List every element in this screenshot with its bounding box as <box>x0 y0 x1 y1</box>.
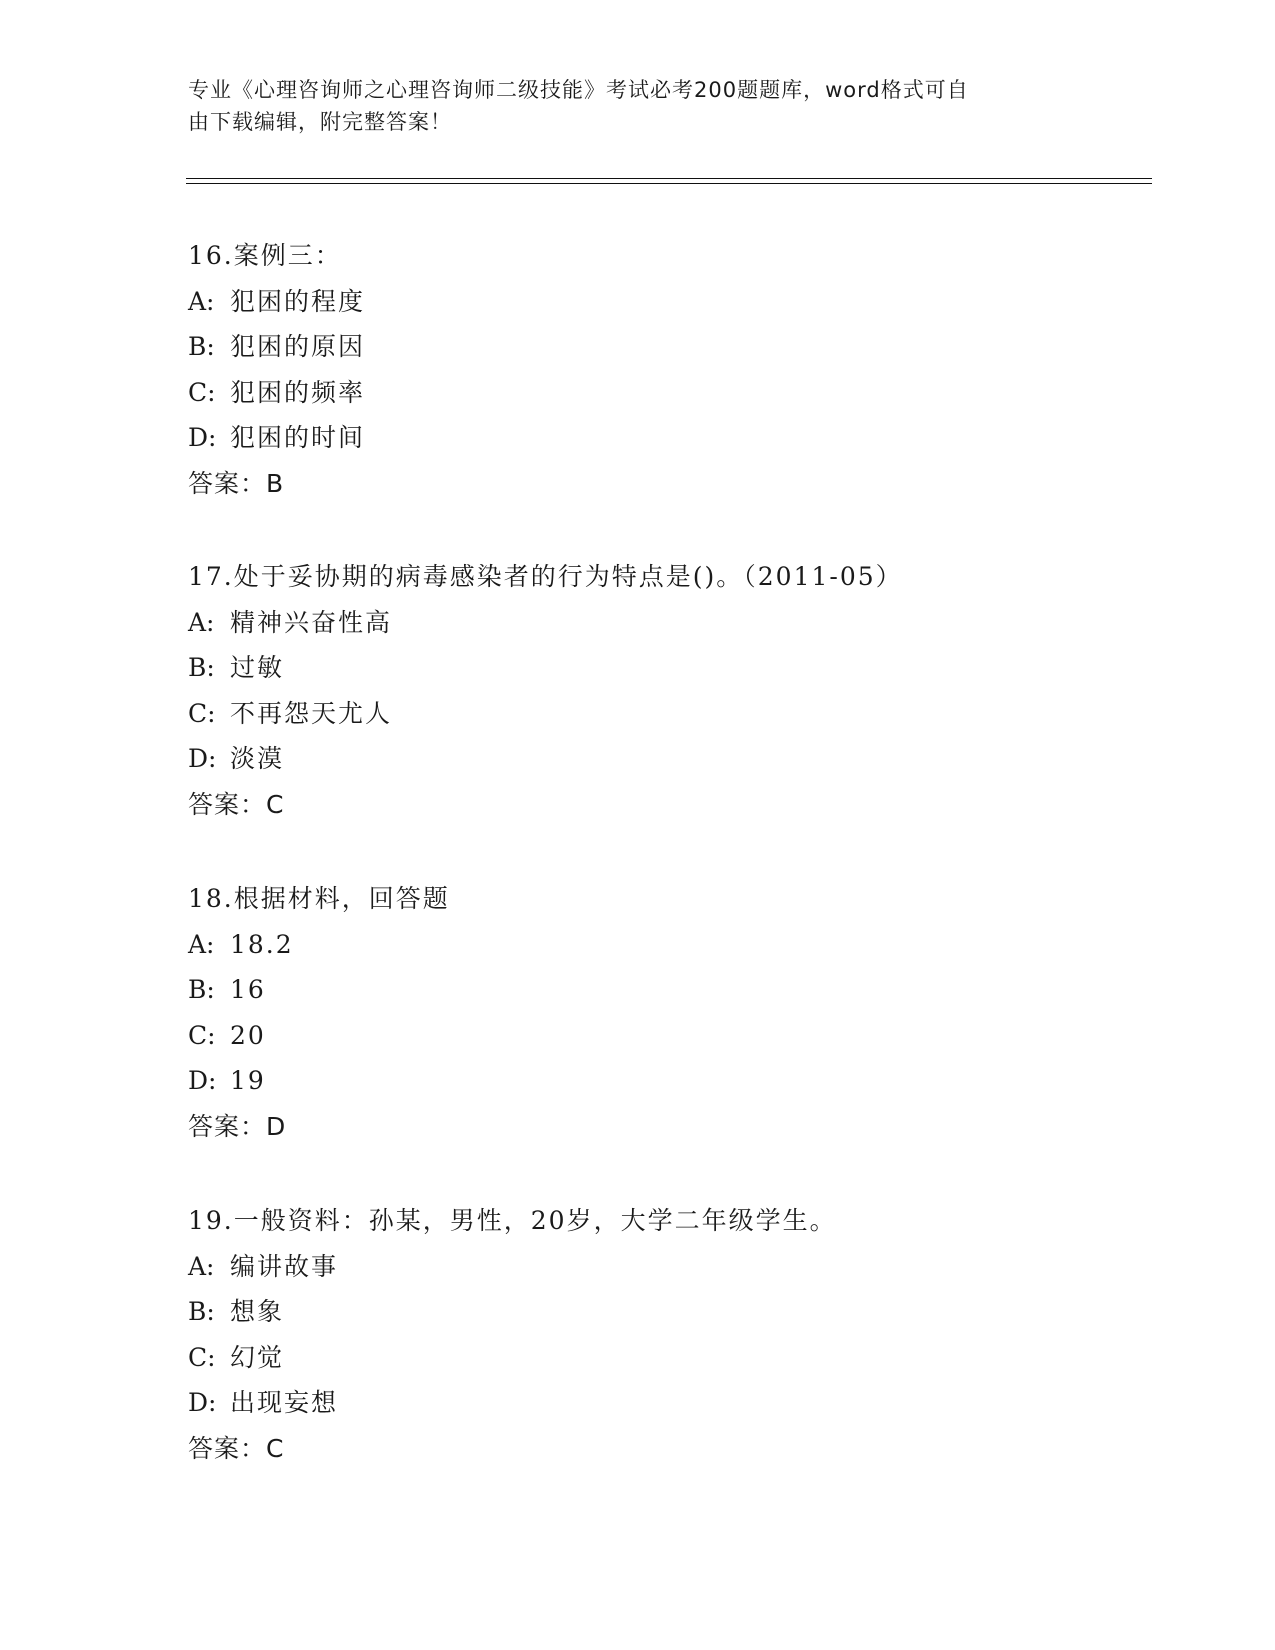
option-b <box>188 645 1188 691</box>
question-stem: 19.一般资料：孙某，男性，20岁，大学二年级学生。 <box>188 1206 837 1235</box>
option-text: 想象 <box>230 1297 285 1327</box>
option-key: D: <box>188 1066 217 1096</box>
option-key: B: <box>188 1297 215 1327</box>
option-text: 16 <box>230 975 266 1005</box>
option-text: 18.2 <box>230 929 294 959</box>
option-key: A: <box>188 1251 215 1281</box>
option-text: 幻觉 <box>230 1342 285 1372</box>
option-key: C: <box>188 1342 216 1372</box>
option-key: C: <box>188 377 216 407</box>
option-d <box>188 415 1188 461</box>
option-d <box>188 1380 1188 1426</box>
option-text: 犯困的原因 <box>230 332 366 362</box>
option-key: C: <box>188 698 216 728</box>
option-key: D: <box>188 1388 217 1418</box>
question-stem: 16.案例三： <box>188 241 342 270</box>
option-b <box>188 1289 1188 1335</box>
question-stem: 17.处于妥协期的病毒感染者的行为特点是()。（2011-05） <box>188 562 903 591</box>
document-header <box>188 74 1068 138</box>
answer-line: 答案：C <box>188 1433 285 1463</box>
question-16 <box>188 233 1188 507</box>
header-line-2: 由下载编辑，附完整答案！ <box>188 110 452 134</box>
question-18 <box>188 876 1188 1150</box>
option-a <box>188 279 1188 325</box>
answer-line: 答案：D <box>188 1111 287 1141</box>
option-key: B: <box>188 332 215 362</box>
question-stem: 18.根据材料，回答题 <box>188 884 450 913</box>
option-b <box>188 324 1188 370</box>
option-text: 淡漠 <box>230 744 285 774</box>
question-17 <box>188 554 1188 828</box>
option-a <box>188 600 1188 646</box>
option-b <box>188 967 1188 1013</box>
question-19 <box>188 1198 1188 1472</box>
option-text: 不再怨天尤人 <box>230 698 393 728</box>
option-key: B: <box>188 975 215 1005</box>
option-text: 犯困的程度 <box>230 286 366 316</box>
option-c <box>188 1335 1188 1381</box>
option-text: 犯困的时间 <box>230 423 366 453</box>
option-key: B: <box>188 653 215 683</box>
header-divider-top <box>186 178 1152 179</box>
header-line-1: 专业《心理咨询师之心理咨询师二级技能》考试必考200题题库，word格式可自 <box>188 78 969 102</box>
option-key: D: <box>188 744 217 774</box>
option-d <box>188 736 1188 782</box>
answer-line: 答案：B <box>188 468 285 498</box>
option-a <box>188 1244 1188 1290</box>
option-a <box>188 922 1188 968</box>
option-text: 20 <box>230 1020 266 1050</box>
option-text: 过敏 <box>230 653 285 683</box>
option-c <box>188 691 1188 737</box>
option-key: A: <box>188 286 215 316</box>
option-key: A: <box>188 607 215 637</box>
option-c <box>188 1013 1188 1059</box>
header-divider-bottom <box>186 183 1152 184</box>
option-c <box>188 370 1188 416</box>
option-text: 19 <box>230 1066 266 1096</box>
option-key: A: <box>188 929 215 959</box>
option-text: 编讲故事 <box>230 1251 339 1281</box>
option-text: 精神兴奋性高 <box>230 607 393 637</box>
option-key: C: <box>188 1020 216 1050</box>
option-key: D: <box>188 423 217 453</box>
option-text: 犯困的频率 <box>230 377 366 407</box>
option-text: 出现妄想 <box>230 1388 339 1418</box>
answer-line: 答案：C <box>188 789 285 819</box>
option-d <box>188 1058 1188 1104</box>
